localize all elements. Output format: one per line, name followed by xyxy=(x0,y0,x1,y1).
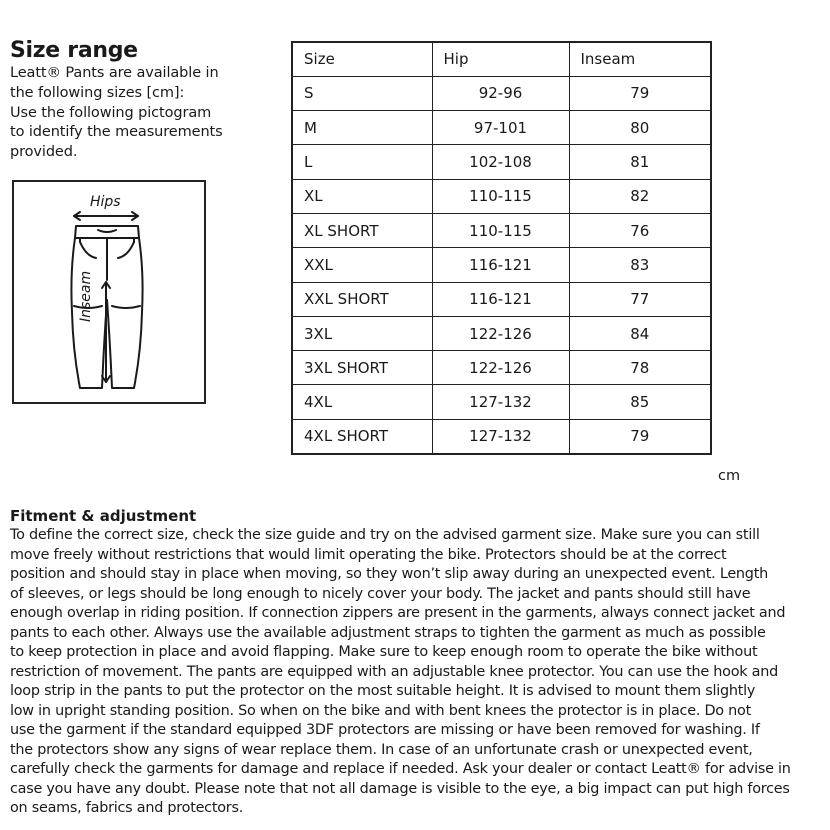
hip-cell: 116-121 xyxy=(432,282,569,316)
hip-cell: 110-115 xyxy=(432,213,569,247)
hips-label: Hips xyxy=(90,194,121,210)
inseam-cell: 79 xyxy=(569,76,711,110)
hip-cell: 116-121 xyxy=(432,248,569,282)
table-row xyxy=(292,76,711,110)
size-table-header-row xyxy=(292,42,711,76)
size-cell: 3XL SHORT xyxy=(292,351,432,385)
hip-cell: 122-126 xyxy=(432,316,569,350)
hip-cell: 127-132 xyxy=(432,419,569,453)
inseam-cell: 80 xyxy=(569,111,711,145)
fitment-section xyxy=(10,506,830,819)
inseam-cell: 83 xyxy=(569,248,711,282)
hip-cell: 110-115 xyxy=(432,179,569,213)
hip-cell: 122-126 xyxy=(432,351,569,385)
inseam-cell: 81 xyxy=(569,145,711,179)
size-cell: XXL SHORT xyxy=(292,282,432,316)
inseam-cell: 82 xyxy=(569,179,711,213)
header-hip: Hip xyxy=(432,42,569,76)
size-table xyxy=(291,41,712,455)
table-row xyxy=(292,316,711,350)
header-inseam: Inseam xyxy=(569,42,711,76)
size-range-intro xyxy=(10,38,280,163)
table-row xyxy=(292,419,711,453)
inseam-cell: 77 xyxy=(569,282,711,316)
inseam-label: Inseam xyxy=(78,270,94,322)
hip-cell: 102-108 xyxy=(432,145,569,179)
unit-label: cm xyxy=(718,468,741,484)
pants-pictogram xyxy=(12,180,206,404)
inseam-cell: 78 xyxy=(569,351,711,385)
size-cell: 3XL xyxy=(292,316,432,350)
size-cell: XXL xyxy=(292,248,432,282)
fitment-body: To define the correct size, check the size guide and try on the advised garment size. Make sure you can still move freely without restrictions that would limit operating the bike. Protectors should be at the correct position and should stay in place when moving, so they won’t slip away during an unexpected event. Length of sleeves, or legs should be long enough to nicely cover your body. The jacket and pants should still have enough overlap in riding position. If connection zippers are present in the garments, always connect jacket and pants to each other. Always use the available adjustment straps to tighten the garment as much as possible to keep protection in place and avoid flapping. Make sure to keep enough room to operate the bike without restriction of movement. The pants are equipped with an adjustable knee protector. You can use the hook and loop strip in the pants to put the protector on the most suitable height. It is advised to mount them slightly low in upright standing position. So when on the bike and with bent knees the protector is in place. Do not use the garment if the standard equipped 3DF protectors are missing or have been removed for washing. If the protectors show any signs of wear replace them. In case of an unfortunate crash or unexpected event, carefully check the garments for damage and replace if needed. Ask your dealer or contact Leatt® for advise in case you have any doubt. Please note that not all damage is visible to the eye, a big impact can put high forces on seams, fabrics and protectors. xyxy=(10,527,791,816)
table-row xyxy=(292,248,711,282)
inseam-cell: 79 xyxy=(569,419,711,453)
table-row xyxy=(292,282,711,316)
inseam-cell: 76 xyxy=(569,213,711,247)
pants-measurement-icon xyxy=(14,182,204,402)
table-row xyxy=(292,351,711,385)
table-row xyxy=(292,213,711,247)
table-row xyxy=(292,145,711,179)
size-cell: S xyxy=(292,76,432,110)
size-range-description: Leatt® Pants are available in the following sizes [cm]: Use the following pictogram to identify the measurements provided. xyxy=(10,65,223,161)
table-row xyxy=(292,385,711,419)
header-size: Size xyxy=(292,42,432,76)
hip-cell: 97-101 xyxy=(432,111,569,145)
size-cell: M xyxy=(292,111,432,145)
inseam-cell: 85 xyxy=(569,385,711,419)
hip-cell: 127-132 xyxy=(432,385,569,419)
fitment-title: Fitment & adjustment xyxy=(10,507,197,525)
hip-cell: 92-96 xyxy=(432,76,569,110)
inseam-cell: 84 xyxy=(569,316,711,350)
size-cell: L xyxy=(292,145,432,179)
size-cell: XL xyxy=(292,179,432,213)
size-cell: 4XL xyxy=(292,385,432,419)
size-cell: XL SHORT xyxy=(292,213,432,247)
table-row xyxy=(292,111,711,145)
table-row xyxy=(292,179,711,213)
size-cell: 4XL SHORT xyxy=(292,419,432,453)
size-range-title: Size range xyxy=(10,38,138,63)
